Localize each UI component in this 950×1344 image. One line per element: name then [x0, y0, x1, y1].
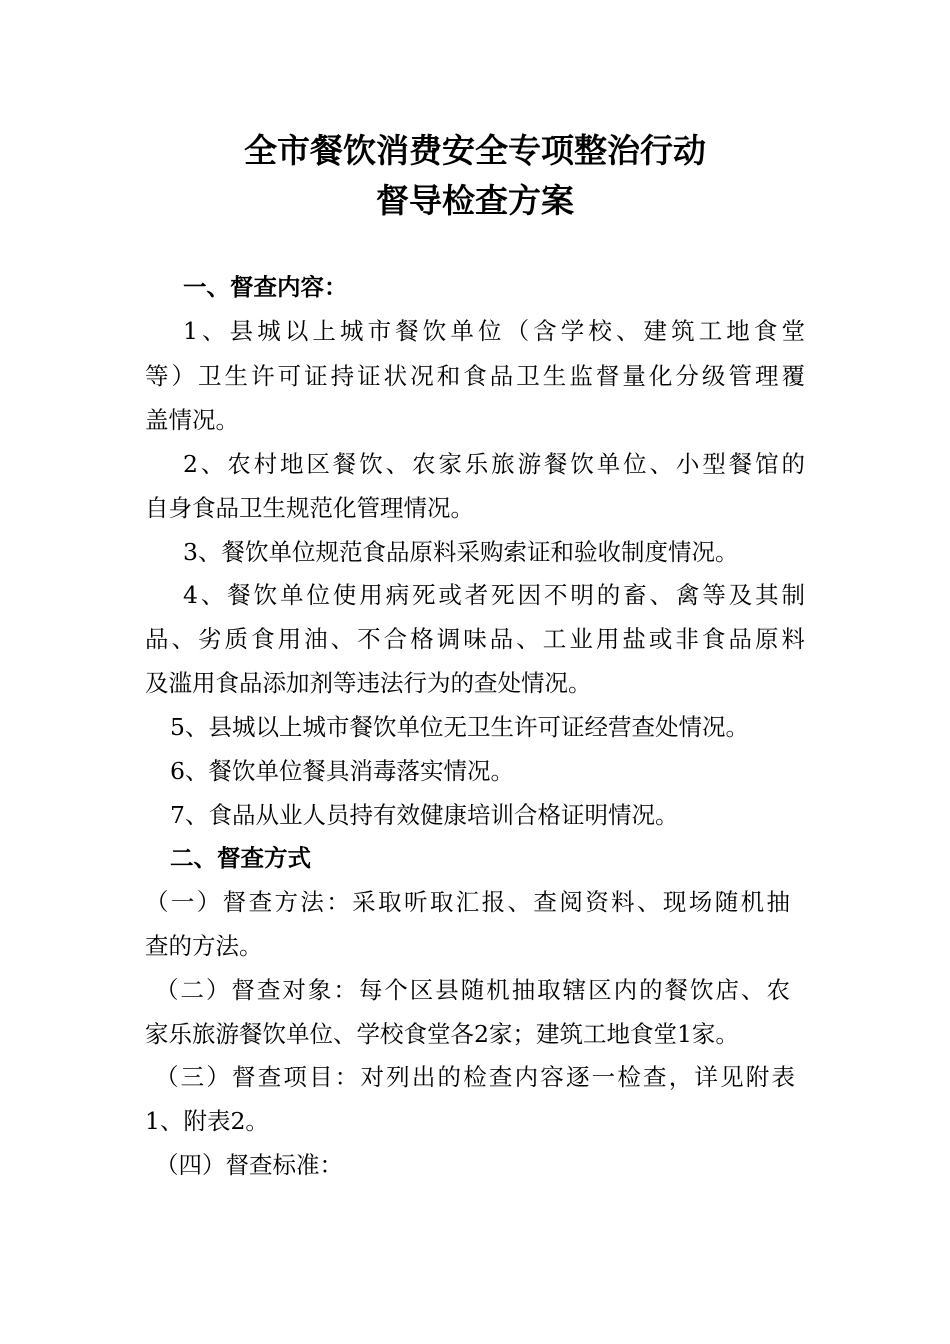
item1-line3: 盖情况。: [145, 406, 239, 434]
method3-line2: 1、附表2。: [145, 1107, 269, 1135]
method1-line2: 查的方法。: [145, 932, 263, 960]
method2-line1: （二）督查对象：每个区县随机抽取辖区内的餐饮店、农: [155, 976, 790, 1004]
document-title-line1: 全市餐饮消费安全专项整治行动: [244, 131, 706, 170]
item4-line3: 及滥用食品添加剂等违法行为的查处情况。: [145, 669, 592, 697]
item3-text: 3、餐饮单位规范食品原料采购索证和验收制度情况。: [183, 538, 739, 566]
method1-line1: （一）督查方法：采取听取汇报、查阅资料、现场随机抽: [145, 888, 790, 916]
item1-line1: 1、县城以上城市餐饮单位（含学校、建筑工地食堂: [183, 317, 805, 345]
item4-line2: 品、劣质食用油、不合格调味品、工业用盐或非食品原料: [145, 625, 805, 653]
item2-line1: 2、农村地区餐饮、农家乐旅游餐饮单位、小型餐馆的: [183, 450, 805, 478]
method3-line1: （三）督查项目：对列出的检查内容逐一检查，详见附表: [155, 1063, 795, 1091]
section2-heading: 二、督查方式: [170, 844, 311, 872]
item1-line2: 等）卫生许可证持证状况和食品卫生监督量化分级管理覆: [145, 362, 805, 390]
method2-line2: 家乐旅游餐饮单位、学校食堂各2家；建筑工地食堂1家。: [145, 1020, 739, 1048]
document-title-line2: 督导检查方案: [376, 181, 574, 220]
item5-text: 5、县城以上城市餐饮单位无卫生许可证经营查处情况。: [170, 713, 749, 741]
method4-text: （四）督查标准：: [155, 1151, 343, 1179]
section1-heading: 一、督查内容：: [183, 273, 348, 301]
item2-line2: 自身食品卫生规范化管理情况。: [145, 494, 474, 522]
item4-line1: 4、餐饮单位使用病死或者死因不明的畜、禽等及其制: [183, 581, 805, 609]
item6-text: 6、餐饮单位餐具消毒落实情况。: [170, 757, 514, 785]
item7-text: 7、食品从业人员持有效健康培训合格证明情况。: [170, 801, 679, 829]
